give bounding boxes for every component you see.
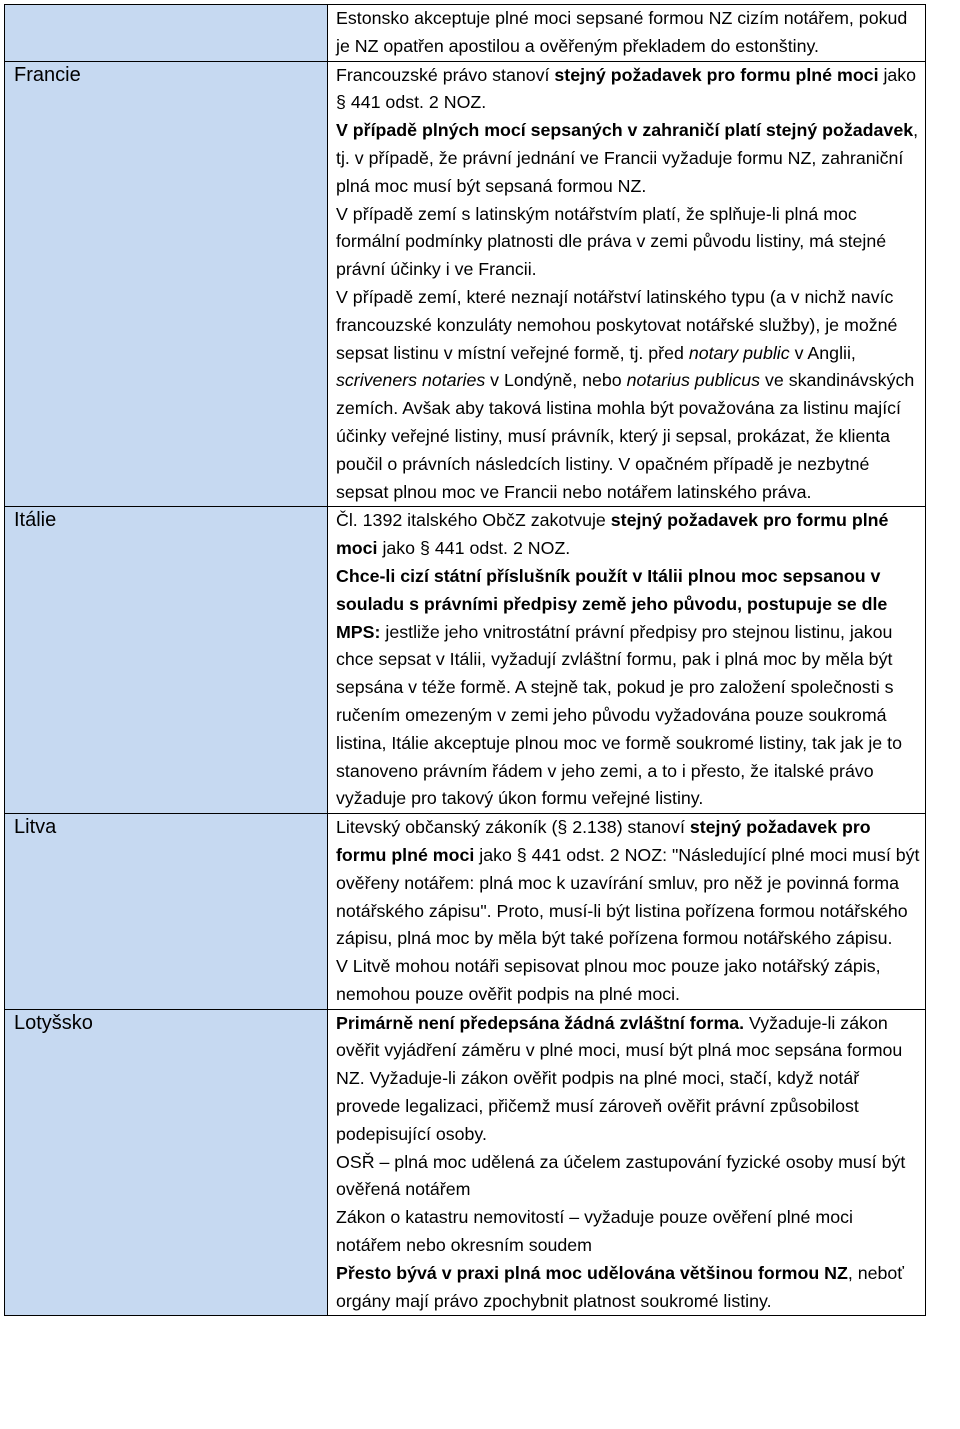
text-run: ve skandinávských zemích. Avšak aby taková listina mohla být považována za listinu mající účinky veřejné listiny, musí právník, který ji sepsal, prokázat, že klienta poučil o právních následcích listiny. V opačném případě je nezbytné sepsat plnou moc ve Francii nebo notářem latinského práva. <box>336 370 915 502</box>
paragraph <box>336 1010 921 1149</box>
country-cell <box>5 5 328 62</box>
table-body <box>5 5 926 1316</box>
content-cell <box>328 507 926 814</box>
text-run: Zákon o katastru nemovitostí – vyžaduje pouze ověření plné moci notářem nebo okresním soudem <box>336 1207 853 1256</box>
paragraph <box>336 1149 921 1205</box>
bold-text: Přesto bývá v praxi plná moc udělována většinou formou NZ <box>336 1262 848 1283</box>
text-run: jako § 441 odst. 2 NOZ: "Následující plné moci musí být ověřeny notářem: plná moc k uzavírání smluv, pro něž je povinná forma notářského zápisu". Proto, musí-li být listina pořízena formou notářského zápisu, plná moc by měla být také pořízena formou notářského zápisu. <box>336 844 920 949</box>
text-run: v Anglii, <box>789 342 856 363</box>
table-row <box>5 5 926 62</box>
country-cell <box>5 814 328 1010</box>
bold-text: stejný požadavek pro formu plné moci <box>336 510 889 559</box>
bold-text: Chce-li cizí státní příslušník použít v Itálii plnou moc sepsanou v souladu s právními předpisy země jeho původu, postupuje se dle MPS: <box>336 565 888 642</box>
paragraph <box>336 201 921 284</box>
paragraph: Estonsko akceptuje plné moci sepsané formou NZ cizím notářem, pokud je NZ opatřen apostilou a ověřeným překladem do estonštiny. <box>336 8 908 56</box>
table-row <box>5 1009 926 1316</box>
law-comparison-table <box>4 4 926 1316</box>
text-run: V Litvě mohou notáři sepisovat plnou moc pouze jako notářský zápis, nemohou pouze ověřit podpis na plné moci. <box>336 956 881 1004</box>
bold-text: stejný požadavek pro formu plné moci <box>336 817 871 865</box>
text-run: v Londýně, nebo <box>485 370 627 391</box>
country-name: Itálie <box>14 509 57 532</box>
country-name: Lotyšsko <box>14 1011 93 1034</box>
text-run: jestliže jeho vnitrostátní právní předpisy pro stejnou listinu, jakou chce sepsat v Itálii, vyžadují zvláštní formu, pak i plná moc by měla být sepsána v téže formě. A stejně tak, pokud je pro založení společnosti s ručením omezeným v zemi jeho původu vyžadována pouze soukromá listina, Itálie akceptuje plnou moc ve formě soukromé listiny, tak jak je to stanoveno právním řádem v jeho zemi, a to i přesto, že italské právo vyžaduje pro takový úkon formu veřejné listiny. <box>336 621 902 809</box>
text-run: jako § 441 odst. 2 NOZ. <box>336 64 917 113</box>
text-run: OSŘ – plná moc udělená za účelem zastupování fyzické osoby musí být ověřená notářem <box>336 1151 906 1200</box>
paragraph <box>336 563 921 813</box>
paragraph <box>336 1260 921 1316</box>
paragraph <box>336 507 921 563</box>
paragraph <box>336 1204 921 1260</box>
italic-text: notary public <box>688 342 790 363</box>
country-cell <box>5 1009 328 1316</box>
text-run: V případě zemí, které neznají notářství latinského typu (a v nichž navíc francouzské konzuláty nemohou poskytovat notářské služby), je možné sepsat listinu v místní veřejné formě, tj. před <box>336 286 898 363</box>
paragraph <box>336 284 921 506</box>
content-cell <box>328 61 926 507</box>
content-cell <box>328 814 926 1010</box>
country-name: Francie <box>14 63 81 86</box>
text-run: Francouzské právo stanoví <box>336 64 555 85</box>
paragraph <box>336 953 921 1009</box>
country-cell <box>5 507 328 814</box>
content-cell <box>328 5 926 62</box>
text-run: Vyžaduje-li zákon ověřit vyjádření záměru v plné moci, musí být plná moc sepsána formou NZ. Vyžaduje-li zákon ověřit podpis na plné moci, stačí, když notář provede legalizaci, přičemž musí zároveň ověřit právní způsobilost podepisující osoby. <box>336 1012 903 1144</box>
bold-text: Primárně není předepsána žádná zvláštní forma. <box>336 1012 745 1033</box>
text-run: Litevský občanský zákoník (§ 2.138) stanoví <box>336 817 690 838</box>
italic-text: notarius publicus <box>626 370 761 391</box>
table-row <box>5 814 926 1010</box>
table-row <box>5 507 926 814</box>
country-name: Litva <box>14 816 57 839</box>
text-run: , tj. v případě, že právní jednání ve Francii vyžaduje formu NZ, zahraniční plná moc musí být sepsaná formou NZ. <box>336 120 919 196</box>
country-cell <box>5 61 328 507</box>
text-run: V případě zemí s latinským notářstvím platí, že splňuje-li plná moc formální podmínky platnosti dle práva v zemi původu listiny, má stejné právní účinky i ve Francii. <box>336 203 887 280</box>
bold-text: stejný požadavek pro formu plné moci <box>554 64 879 85</box>
text-run: Čl. 1392 italského ObčZ zakotvuje <box>336 510 611 531</box>
text-run: jako § 441 odst. 2 NOZ. <box>377 538 571 559</box>
text-run: , neboť orgány mají právo zpochybnit platnost soukromé listiny. <box>336 1262 904 1311</box>
paragraph <box>336 814 921 953</box>
bold-text: V případě plných mocí sepsaných v zahraničí platí stejný požadavek <box>336 120 914 141</box>
paragraph <box>336 117 921 200</box>
content-cell <box>328 1009 926 1316</box>
paragraph <box>336 62 921 118</box>
italic-text: scriveners notaries <box>336 370 486 391</box>
table-row <box>5 61 926 507</box>
